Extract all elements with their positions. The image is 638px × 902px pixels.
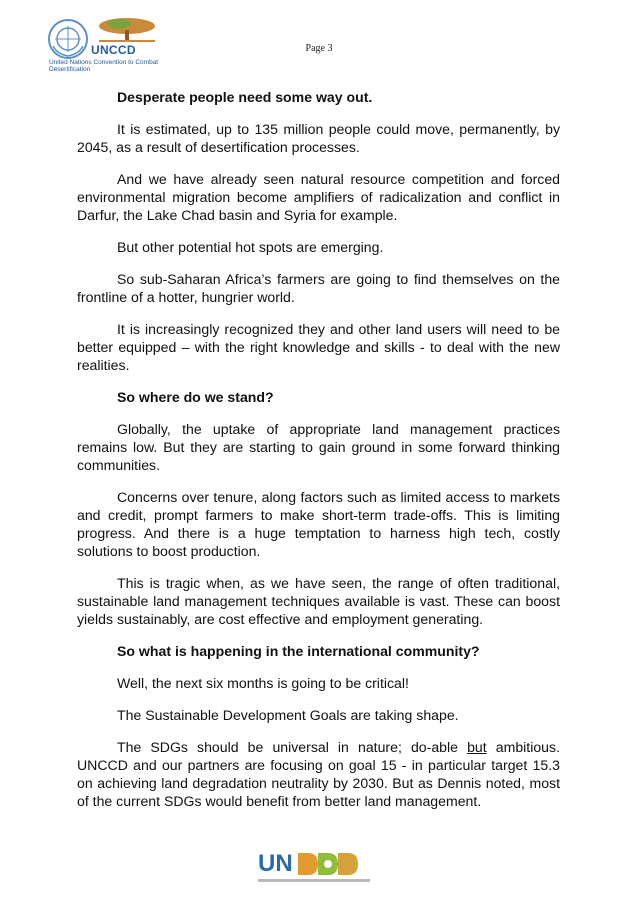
paragraph: Concerns over tenure, along factors such as limited access to markets and credit, prompt farmers to make short-term trade-offs. This is limiting progress. And there is a huge temptation to harness high tech, costly solutions to boost production. [77,489,560,559]
paragraph-last [77,738,560,810]
paragraph: It is estimated, up to 135 million people could move, permanently, by 2045, as a result of desertification processes. [77,121,560,155]
ddd-leaf-icon [296,851,360,877]
unddd-footer-logo [258,848,378,888]
document-body [77,88,560,824]
page-header [0,0,638,90]
underlined-word: but [467,739,487,755]
text-span: The SDGs should be universal in nature; do-able [117,739,468,755]
paragraph-heading: So what is happening in the international community? [117,643,480,659]
paragraph: And we have already seen natural resource competition and forced environmental migration become amplifiers of radicalization and conflict in Darfur, the Lake Chad basin and Syria for example. [77,171,560,223]
paragraph: But other potential hot spots are emerging. [117,239,384,255]
footer-logo-text: UN [258,850,293,877]
paragraph: The Sustainable Development Goals are taking shape. [117,707,459,723]
paragraph-heading: Desperate people need some way out. [117,89,373,105]
page-number: Page 3 [305,43,333,54]
paragraph-heading: So where do we stand? [117,389,274,405]
text-span: ambitious. UNCCD and our partners are focusing on goal 15 - in particular target 15.3 on achieving land degradation neutrality by 2030. But as Dennis noted, most of the current SDGs would benefit from better land management. [77,739,560,809]
paragraph: Well, the next six months is going to be critical! [117,675,409,691]
logo-name: UNCCD [91,43,136,57]
paragraph: So sub-Saharan Africa’s farmers are going to find themselves on the frontline of a hotter, hungrier world. [77,271,560,305]
paragraph: Globally, the uptake of appropriate land management practices remains low. But they are starting to gain ground in some forward thinking communities. [77,421,560,473]
footer-logo-strip [258,879,370,882]
paragraph: It is increasingly recognized they and other land users will need to be better equipped – with the right knowledge and skills - to deal with the new realities. [77,321,560,373]
paragraph: This is tragic when, as we have seen, the range of often traditional, sustainable land management techniques available is vast. These can boost yields sustainably, are cost effective and employment generating. [77,575,560,627]
tree-icon [97,16,157,42]
logo-subtitle: United Nations Convention to Combat Desertification [49,59,159,73]
